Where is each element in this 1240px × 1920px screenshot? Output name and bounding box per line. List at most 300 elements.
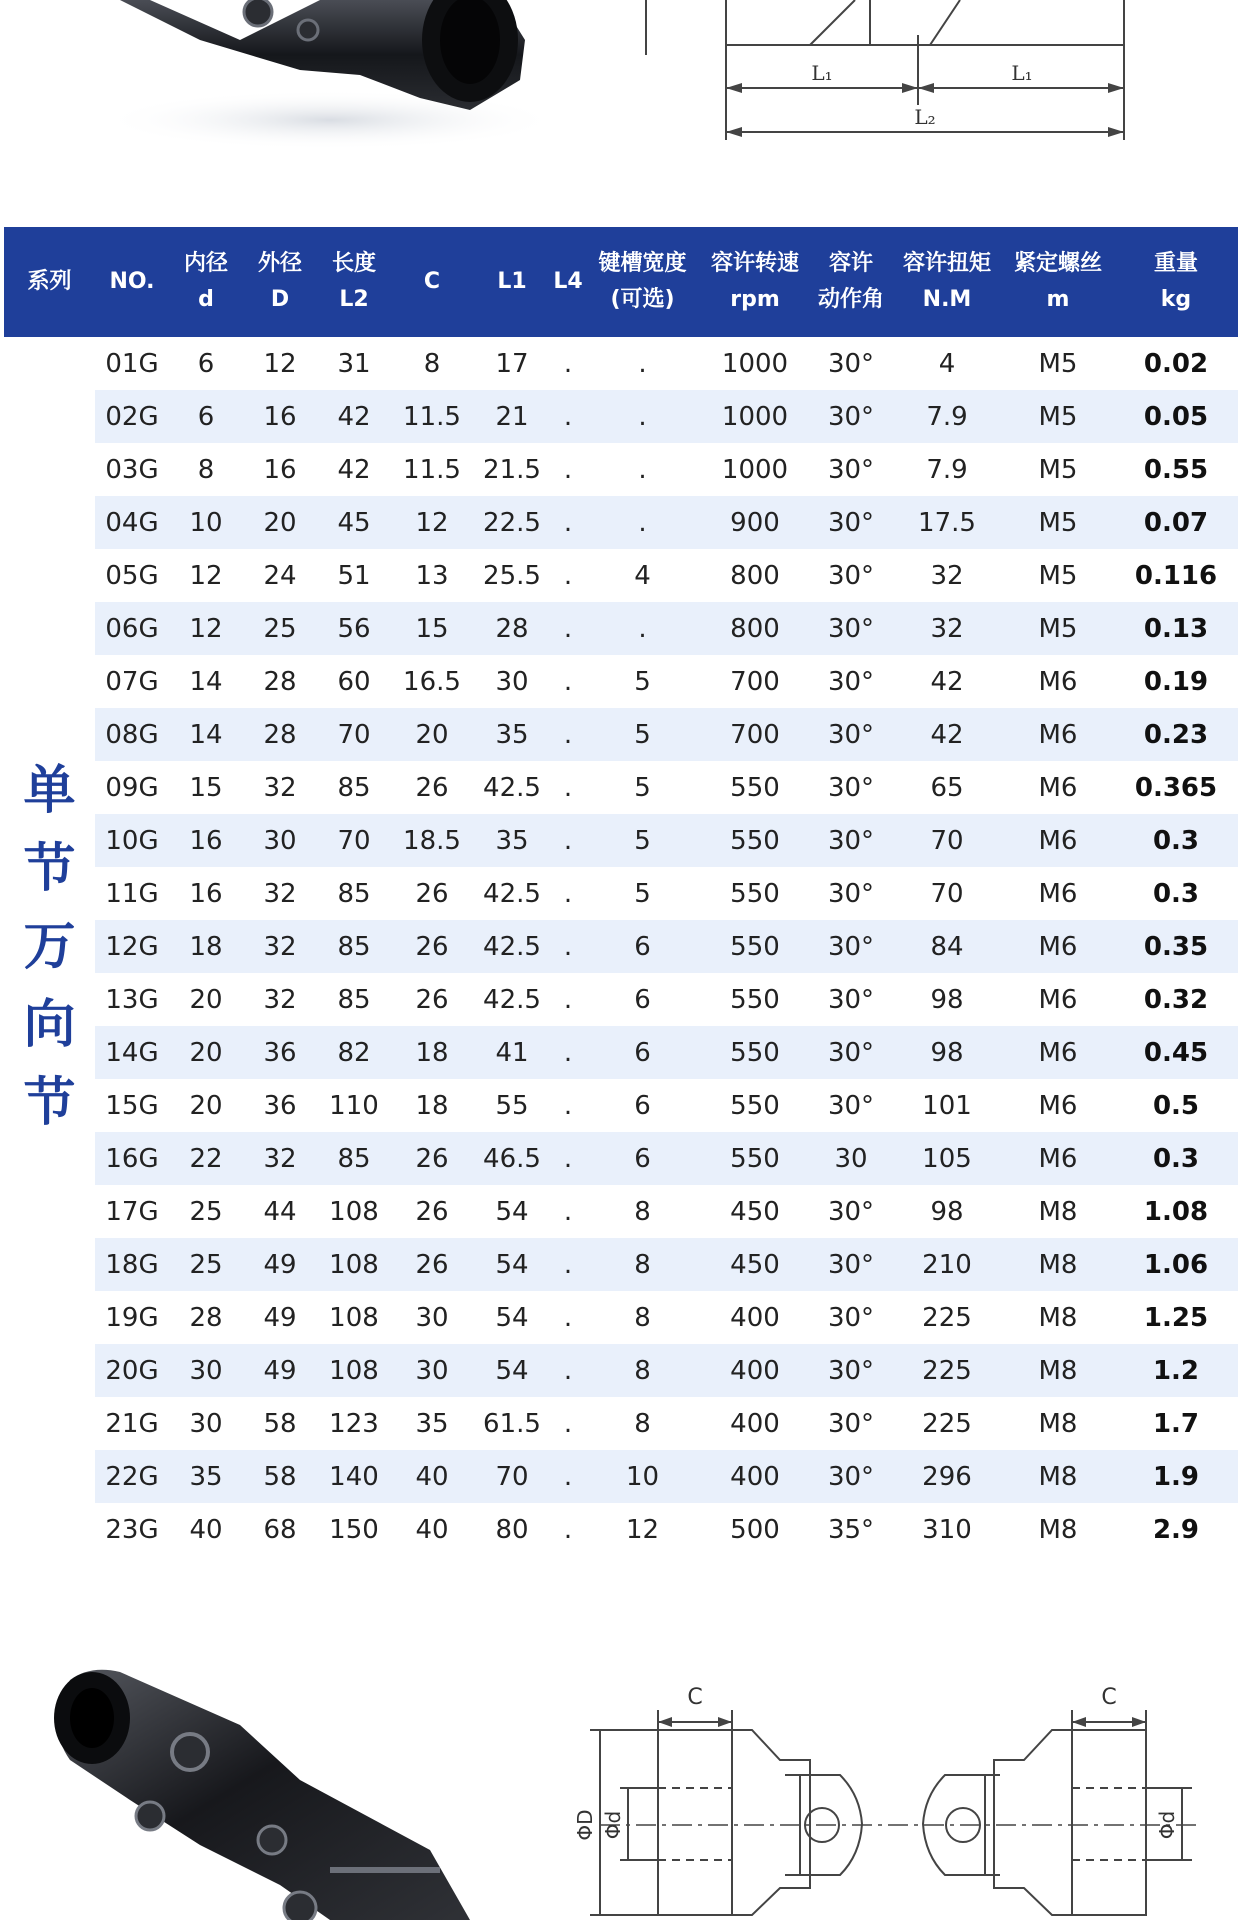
dim-l1-right: L₁ <box>1011 61 1033 85</box>
table-cell: 30° <box>810 390 892 443</box>
column-header <box>391 227 473 337</box>
table-cell: . <box>585 602 700 655</box>
table-cell: 30° <box>810 602 892 655</box>
column-header-line1: NO. <box>109 269 155 294</box>
column-header <box>810 227 892 337</box>
table-cell: 900 <box>700 496 810 549</box>
table-cell: 36 <box>263 1090 297 1121</box>
table-cell: 5 <box>585 708 700 761</box>
product-photo-bottom <box>0 1640 560 1920</box>
table-cell: 550 <box>700 1132 810 1185</box>
table-cell: 10G <box>95 814 169 867</box>
table-cell: 5 <box>585 814 700 867</box>
table-cell: 70 <box>892 814 1002 867</box>
table-cell: 65 <box>930 772 964 803</box>
table-cell: M6 <box>1002 1026 1114 1079</box>
table-row <box>4 1238 1238 1291</box>
table-cell: 40 <box>415 1514 449 1545</box>
table-cell: 68 <box>263 1514 297 1545</box>
column-header-line2: rpm <box>730 287 780 312</box>
spec-table <box>4 227 1238 1556</box>
table-cell: . <box>551 602 585 655</box>
table-cell: 13 <box>415 560 449 591</box>
table-cell: 0.5 <box>1152 1090 1200 1121</box>
table-cell: 26 <box>391 1238 473 1291</box>
table-row <box>4 1344 1238 1397</box>
table-cell: 550 <box>730 1090 780 1121</box>
table-cell: 12 <box>391 496 473 549</box>
table-row <box>4 1450 1238 1503</box>
table-cell: 21 <box>473 390 551 443</box>
table-cell: 11G <box>105 878 159 909</box>
table-cell: 0.3 <box>1114 814 1238 867</box>
table-cell: 30° <box>810 1344 892 1397</box>
table-cell: 17 <box>495 348 529 379</box>
table-cell: . <box>563 454 573 485</box>
table-cell: 15 <box>189 772 223 803</box>
table-cell: 10 <box>585 1450 700 1503</box>
table-cell: . <box>563 348 573 379</box>
table-cell: 40 <box>189 1514 223 1545</box>
table-cell: 35 <box>415 1408 449 1439</box>
table-cell: 30 <box>810 1132 892 1185</box>
table-cell: . <box>551 1344 585 1397</box>
table-row <box>4 337 1238 390</box>
table-cell: 23G <box>105 1514 159 1545</box>
table-cell: 26 <box>415 878 449 909</box>
column-header-line1: 外径 <box>257 251 302 276</box>
table-cell: 800 <box>730 560 780 591</box>
table-cell: 12G <box>95 920 169 973</box>
table-cell: 70 <box>473 1450 551 1503</box>
table-cell: 400 <box>730 1408 780 1439</box>
table-cell: 35 <box>473 814 551 867</box>
table-cell: M6 <box>1002 1132 1114 1185</box>
table-cell: . <box>563 666 573 697</box>
dim-c-right: C <box>1101 1685 1117 1710</box>
table-cell: 25 <box>169 1238 243 1291</box>
table-cell: 1000 <box>721 454 789 485</box>
table-row <box>4 761 1238 814</box>
table-cell: 400 <box>730 1302 780 1333</box>
table-cell: 36 <box>243 1026 317 1079</box>
dim-inner-diameter-right: Φd <box>1155 1810 1179 1840</box>
table-cell: 22G <box>95 1450 169 1503</box>
table-cell: 30° <box>827 348 875 379</box>
table-cell: 42.5 <box>483 878 541 909</box>
table-row <box>4 867 1238 920</box>
table-cell: M6 <box>1038 878 1078 909</box>
table-cell: . <box>638 348 647 379</box>
table-cell: 26 <box>415 984 449 1015</box>
table-cell: 210 <box>892 1238 1002 1291</box>
table-cell: 30 <box>495 666 529 697</box>
table-cell: M8 <box>1038 1408 1078 1439</box>
table-cell: 12 <box>263 348 297 379</box>
table-cell: . <box>551 814 585 867</box>
table-cell: 2.9 <box>1152 1514 1200 1545</box>
table-cell: 550 <box>700 1026 810 1079</box>
table-cell: M6 <box>1038 666 1078 697</box>
table-cell: 1.25 <box>1143 1302 1209 1333</box>
table-cell: 42 <box>930 666 964 697</box>
table-cell: . <box>563 1302 573 1333</box>
table-cell: . <box>563 1196 573 1227</box>
column-header <box>243 227 317 337</box>
table-cell: 32 <box>263 878 297 909</box>
table-cell: 32 <box>892 602 1002 655</box>
table-cell: . <box>563 984 573 1015</box>
table-cell: 54 <box>495 1302 529 1333</box>
table-cell: 6 <box>634 1090 651 1121</box>
table-cell: 22.5 <box>473 496 551 549</box>
table-cell: M6 <box>1002 708 1114 761</box>
table-row <box>4 1132 1238 1185</box>
table-cell: 45 <box>317 496 391 549</box>
dim-l2: L₂ <box>914 105 936 129</box>
table-cell: 550 <box>730 878 780 909</box>
table-cell: 42 <box>337 454 371 485</box>
table-cell: 30° <box>810 1026 892 1079</box>
table-cell: . <box>638 454 647 485</box>
table-cell: . <box>551 1026 585 1079</box>
table-cell: 12 <box>625 1514 660 1545</box>
column-header-line1: C <box>423 269 441 294</box>
table-cell: M8 <box>1002 1344 1114 1397</box>
table-cell: 42 <box>892 708 1002 761</box>
table-cell: 1.06 <box>1114 1238 1238 1291</box>
table-row <box>4 708 1238 761</box>
table-cell: 6 <box>169 390 243 443</box>
table-cell: 70 <box>317 708 391 761</box>
table-cell: 0.23 <box>1114 708 1238 761</box>
table-cell: 550 <box>730 772 780 803</box>
table-header-row <box>4 227 1238 337</box>
table-cell: 58 <box>243 1450 317 1503</box>
table-cell: 18.5 <box>391 814 473 867</box>
table-row <box>4 602 1238 655</box>
table-cell: 51 <box>337 560 371 591</box>
table-cell: . <box>563 1514 573 1545</box>
column-header-line1: 系列 <box>27 269 72 294</box>
table-cell: 49 <box>263 1302 297 1333</box>
table-cell: 98 <box>892 1026 1002 1079</box>
column-header-line2: d <box>198 287 214 312</box>
table-cell: . <box>563 772 573 803</box>
table-cell: 18 <box>391 1026 473 1079</box>
table-cell: 8 <box>634 1196 651 1227</box>
table-cell: 1.08 <box>1143 1196 1209 1227</box>
table-cell: . <box>585 390 700 443</box>
table-cell: 30 <box>391 1344 473 1397</box>
series-label-char: 万 <box>23 916 76 977</box>
table-cell: 8 <box>634 1302 651 1333</box>
table-cell: 26 <box>415 772 449 803</box>
table-cell: M8 <box>1002 1450 1114 1503</box>
series-label <box>4 337 95 1556</box>
column-header <box>1114 227 1238 337</box>
table-row <box>4 1026 1238 1079</box>
table-cell: 70 <box>317 814 391 867</box>
table-cell: 02G <box>95 390 169 443</box>
table-cell: 16 <box>189 878 223 909</box>
table-cell: 32 <box>243 1132 317 1185</box>
table-cell: M6 <box>1038 772 1078 803</box>
column-header-line2: (可选) <box>610 287 675 312</box>
column-header-line1: 容许转速 <box>710 251 799 276</box>
table-cell: 32 <box>263 772 297 803</box>
table-cell: 400 <box>700 1450 810 1503</box>
table-cell: 18 <box>169 920 243 973</box>
table-cell: 0.116 <box>1134 560 1218 591</box>
table-cell: 32 <box>243 920 317 973</box>
table-cell: 28 <box>243 708 317 761</box>
table-cell: 70 <box>930 878 964 909</box>
table-cell: 108 <box>329 1196 379 1227</box>
table-cell: 17G <box>105 1196 159 1227</box>
table-cell: 7.9 <box>892 390 1002 443</box>
table-cell: 14 <box>189 666 223 697</box>
column-header <box>95 227 169 337</box>
table-cell: . <box>563 1090 573 1121</box>
column-header <box>169 227 243 337</box>
table-cell: 30° <box>827 560 875 591</box>
table-cell: 550 <box>730 984 780 1015</box>
column-header-line1: L1 <box>497 269 527 294</box>
table-cell: 10 <box>169 496 243 549</box>
table-cell: 24 <box>263 560 297 591</box>
table-cell: 35 <box>169 1450 243 1503</box>
table-cell: 30 <box>415 1302 449 1333</box>
table-cell: 61.5 <box>483 1408 541 1439</box>
table-cell: 0.3 <box>1152 878 1200 909</box>
table-cell: 30° <box>810 814 892 867</box>
table-cell: 55 <box>495 1090 529 1121</box>
table-cell: 108 <box>329 1302 379 1333</box>
table-cell: 30° <box>827 984 875 1015</box>
table-cell: 30° <box>827 454 875 485</box>
table-cell: 42.5 <box>483 984 541 1015</box>
table-cell: 450 <box>730 1196 780 1227</box>
table-cell: 5 <box>634 772 651 803</box>
table-cell: 550 <box>700 814 810 867</box>
column-header-line1: 长度 <box>331 251 376 276</box>
table-cell: 108 <box>317 1344 391 1397</box>
table-cell: 6 <box>585 920 700 973</box>
table-cell: 28 <box>189 1302 223 1333</box>
table-row <box>4 443 1238 496</box>
table-row <box>4 973 1238 1026</box>
table-cell: 550 <box>700 920 810 973</box>
table-row <box>4 1291 1238 1344</box>
table-cell: 800 <box>700 602 810 655</box>
table-cell: . <box>551 1238 585 1291</box>
table-cell: 0.02 <box>1143 348 1209 379</box>
table-cell: 4 <box>634 560 651 591</box>
dim-outer-diameter: ΦD <box>573 1809 597 1841</box>
table-cell: 31 <box>337 348 371 379</box>
table-cell: 16G <box>95 1132 169 1185</box>
table-row <box>4 655 1238 708</box>
table-cell: 05G <box>105 560 159 591</box>
column-header <box>317 227 391 337</box>
table-cell: 12 <box>169 602 243 655</box>
table-cell: . <box>563 1408 573 1439</box>
table-cell: 16 <box>169 814 243 867</box>
table-cell: M6 <box>1038 1090 1078 1121</box>
table-row <box>4 1397 1238 1450</box>
column-header <box>585 227 700 337</box>
table-cell: 35° <box>827 1514 875 1545</box>
table-cell: 20 <box>169 1026 243 1079</box>
table-cell: M5 <box>1038 454 1078 485</box>
column-header-line2: D <box>270 287 290 312</box>
table-row <box>4 920 1238 973</box>
column-header-line2: N.M <box>922 287 972 312</box>
column-header-line2: m <box>1046 287 1070 312</box>
table-cell: 85 <box>337 984 371 1015</box>
table-cell: 22 <box>169 1132 243 1185</box>
table-row <box>4 814 1238 867</box>
table-row <box>4 1079 1238 1132</box>
table-cell: 8 <box>197 454 215 485</box>
table-cell: 25.5 <box>483 560 541 591</box>
column-header <box>551 227 585 337</box>
table-cell: 28 <box>263 666 297 697</box>
table-cell: 5 <box>634 666 651 697</box>
table-cell: M5 <box>1038 560 1078 591</box>
column-header-line1: 容许 <box>828 251 873 276</box>
table-cell: 01G <box>105 348 159 379</box>
table-cell: M8 <box>1038 1196 1078 1227</box>
table-cell: 60 <box>337 666 371 697</box>
table-cell: 18G <box>95 1238 169 1291</box>
table-cell: 08G <box>95 708 169 761</box>
column-header-line1: 容许扭矩 <box>902 251 991 276</box>
table-cell: 15 <box>391 602 473 655</box>
table-cell: 41 <box>473 1026 551 1079</box>
table-cell: 82 <box>317 1026 391 1079</box>
column-header <box>473 227 551 337</box>
series-label-char: 节 <box>23 1072 76 1133</box>
table-cell: 25 <box>243 602 317 655</box>
table-cell: 21.5 <box>483 454 541 485</box>
table-cell: M6 <box>1002 920 1114 973</box>
table-cell: 1.7 <box>1152 1408 1200 1439</box>
technical-drawing-bottom <box>560 1680 1240 1920</box>
table-cell: 700 <box>730 666 780 697</box>
column-header-line1: 重量 <box>1153 251 1198 276</box>
table-cell: 20 <box>243 496 317 549</box>
table-cell: 54 <box>473 1344 551 1397</box>
table-row <box>4 390 1238 443</box>
dim-c-left: C <box>687 1685 703 1710</box>
table-cell: 20G <box>95 1344 169 1397</box>
table-cell: 0.365 <box>1134 772 1218 803</box>
table-cell: 1.2 <box>1114 1344 1238 1397</box>
table-cell: 19G <box>105 1302 159 1333</box>
table-cell: 500 <box>730 1514 780 1545</box>
table-cell: 5 <box>634 878 651 909</box>
table-cell: 0.05 <box>1114 390 1238 443</box>
table-row <box>4 1503 1238 1556</box>
table-cell: . <box>563 878 573 909</box>
table-cell: 8 <box>585 1344 700 1397</box>
table-cell: M8 <box>1038 1302 1078 1333</box>
table-cell: 25 <box>189 1196 223 1227</box>
column-header-line1: 内径 <box>183 251 228 276</box>
product-photo-top <box>0 0 620 230</box>
table-cell: 0.45 <box>1114 1026 1238 1079</box>
table-cell: . <box>585 496 700 549</box>
table-cell: 16 <box>243 390 317 443</box>
table-cell: 03G <box>105 454 159 485</box>
table-cell: . <box>551 496 585 549</box>
technical-drawing-top <box>600 0 1240 230</box>
table-cell: 35 <box>473 708 551 761</box>
table-cell: 54 <box>495 1196 529 1227</box>
table-cell: 296 <box>892 1450 1002 1503</box>
table-cell: . <box>551 920 585 973</box>
table-cell: . <box>551 390 585 443</box>
table-cell: 20 <box>391 708 473 761</box>
table-cell: 30° <box>827 878 875 909</box>
table-cell: 04G <box>95 496 169 549</box>
table-cell: 108 <box>317 1238 391 1291</box>
table-cell: M8 <box>1038 1514 1078 1545</box>
table-cell: 30° <box>827 772 875 803</box>
table-cell: 225 <box>922 1408 972 1439</box>
table-cell: 42.5 <box>473 920 551 973</box>
column-header-line1: L4 <box>553 269 583 294</box>
table-cell: 13G <box>105 984 159 1015</box>
table-cell: 14G <box>95 1026 169 1079</box>
table-cell: 85 <box>337 878 371 909</box>
table-cell: 8 <box>585 1238 700 1291</box>
table-cell: 32 <box>930 560 964 591</box>
table-cell: 14 <box>169 708 243 761</box>
table-cell: 44 <box>263 1196 297 1227</box>
table-cell: 110 <box>329 1090 379 1121</box>
table-cell: 225 <box>892 1344 1002 1397</box>
table-cell: 1000 <box>721 348 789 379</box>
column-header <box>892 227 1002 337</box>
table-cell: 42 <box>317 390 391 443</box>
table-cell: 54 <box>473 1238 551 1291</box>
table-cell: M6 <box>1002 814 1114 867</box>
table-cell: 4 <box>938 348 956 379</box>
table-cell: 85 <box>337 772 371 803</box>
table-cell: 49 <box>243 1344 317 1397</box>
table-cell: 21G <box>105 1408 159 1439</box>
table-cell: . <box>551 1132 585 1185</box>
table-cell: 700 <box>700 708 810 761</box>
table-cell: 12 <box>189 560 223 591</box>
dim-l1-left: L₁ <box>811 61 833 85</box>
table-cell: 06G <box>95 602 169 655</box>
table-cell: M8 <box>1002 1238 1114 1291</box>
table-cell: 84 <box>892 920 1002 973</box>
table-cell: 0.35 <box>1114 920 1238 973</box>
table-row <box>4 549 1238 602</box>
table-cell: 26 <box>391 920 473 973</box>
table-cell: M5 <box>1002 602 1114 655</box>
table-cell: 8 <box>423 348 441 379</box>
table-cell: 30° <box>810 1450 892 1503</box>
table-cell: 6 <box>634 984 651 1015</box>
table-cell: 28 <box>473 602 551 655</box>
column-header <box>700 227 810 337</box>
